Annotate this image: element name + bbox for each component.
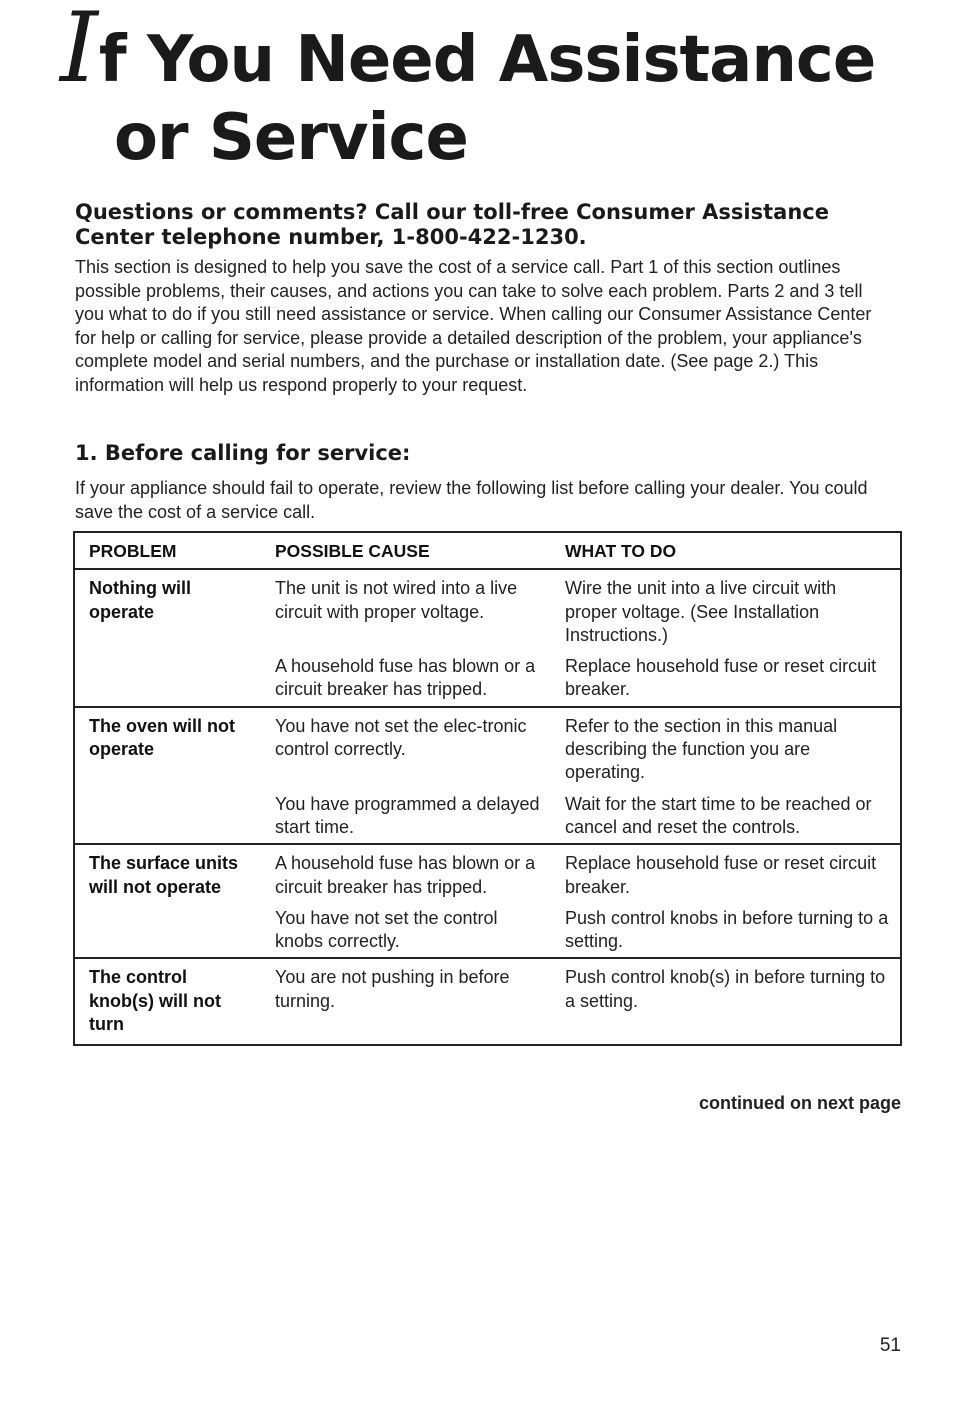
action-cell: Wait for the start time to be reached or cancel and reset the controls. <box>565 793 872 837</box>
cause-cell: A household fuse has blown or a circuit breaker has tripped. <box>261 844 551 903</box>
action-cell: Wire the unit into a live circuit with proper voltage. (See Installation Instructions.) <box>565 578 837 645</box>
intro-paragraph: This section is designed to help you save the cost of a service call. Part 1 of this section outlines possible problems, their causes, and actions you can take to solve each problem. Parts 2 and 3 tell you what to do if you still need assistance or service. When calling our Consumer Assistance Center for help or calling for service, please provide a detailed description of the problem, your appliance's complete model and serial numbers, and the purchase or installation date. (See page 2.) This information will help us respond properly to your request. <box>75 257 872 395</box>
action-cell: Replace household fuse or reset circuit breaker. <box>565 656 877 700</box>
problem-cell: The surface units will not operate <box>74 844 261 958</box>
action-cell: Refer to the section in this manual describing the function you are operating. <box>551 707 901 789</box>
cause-cell: You have not set the elec-tronic control correctly. <box>261 707 551 789</box>
header-possible-cause: POSSIBLE CAUSE <box>261 532 551 569</box>
section-1-intro: If your appliance should fail to operate, review the following list before calling your dealer. You could save the cost of a service call. <box>75 478 868 522</box>
page-number: 51 <box>879 1335 901 1356</box>
page-title <box>60 0 920 177</box>
action-cell: Push control knobs in before turning to a setting. <box>565 907 889 952</box>
action-cell: Push control knob(s) in before turning to a setting. <box>551 958 901 1045</box>
action-cell: Replace household fuse or reset circuit breaker. <box>551 844 901 903</box>
continued-note: continued on next page <box>698 1093 901 1113</box>
title-line-1: f You Need Assistance <box>98 23 876 97</box>
title-line-2: or Service <box>114 101 468 175</box>
cause-cell: The unit is not wired into a live circuit with proper voltage. <box>275 578 518 622</box>
problem-cell: The control knob(s) will not turn <box>74 958 261 1045</box>
troubleshooting-table <box>73 531 902 1046</box>
table-row <box>74 707 901 789</box>
problem-cell: Nothing will operate <box>89 578 191 622</box>
table-row <box>74 844 901 903</box>
assistance-phone-subhead: Questions or comments? Call our toll-free Consumer Assistance Center telephone number, 1-800-422-1230. <box>75 200 829 249</box>
cause-cell: A household fuse has blown or a circuit breaker has tripped. <box>275 656 536 700</box>
cause-cell: You are not pushing in before turning. <box>261 958 551 1045</box>
cause-cell: You have programmed a delayed start time. <box>275 793 540 837</box>
header-what-to-do: WHAT TO DO <box>551 532 901 569</box>
section-1-heading: 1. Before calling for service: <box>75 441 411 465</box>
table-header-row <box>74 532 901 569</box>
header-problem: PROBLEM <box>74 532 261 569</box>
title-dropcap: I <box>60 0 97 104</box>
cause-cell: You have not set the control knobs correctly. <box>275 907 498 952</box>
table-row <box>74 569 901 651</box>
problem-cell: The oven will not operate <box>74 707 261 844</box>
table-row <box>74 958 901 1045</box>
